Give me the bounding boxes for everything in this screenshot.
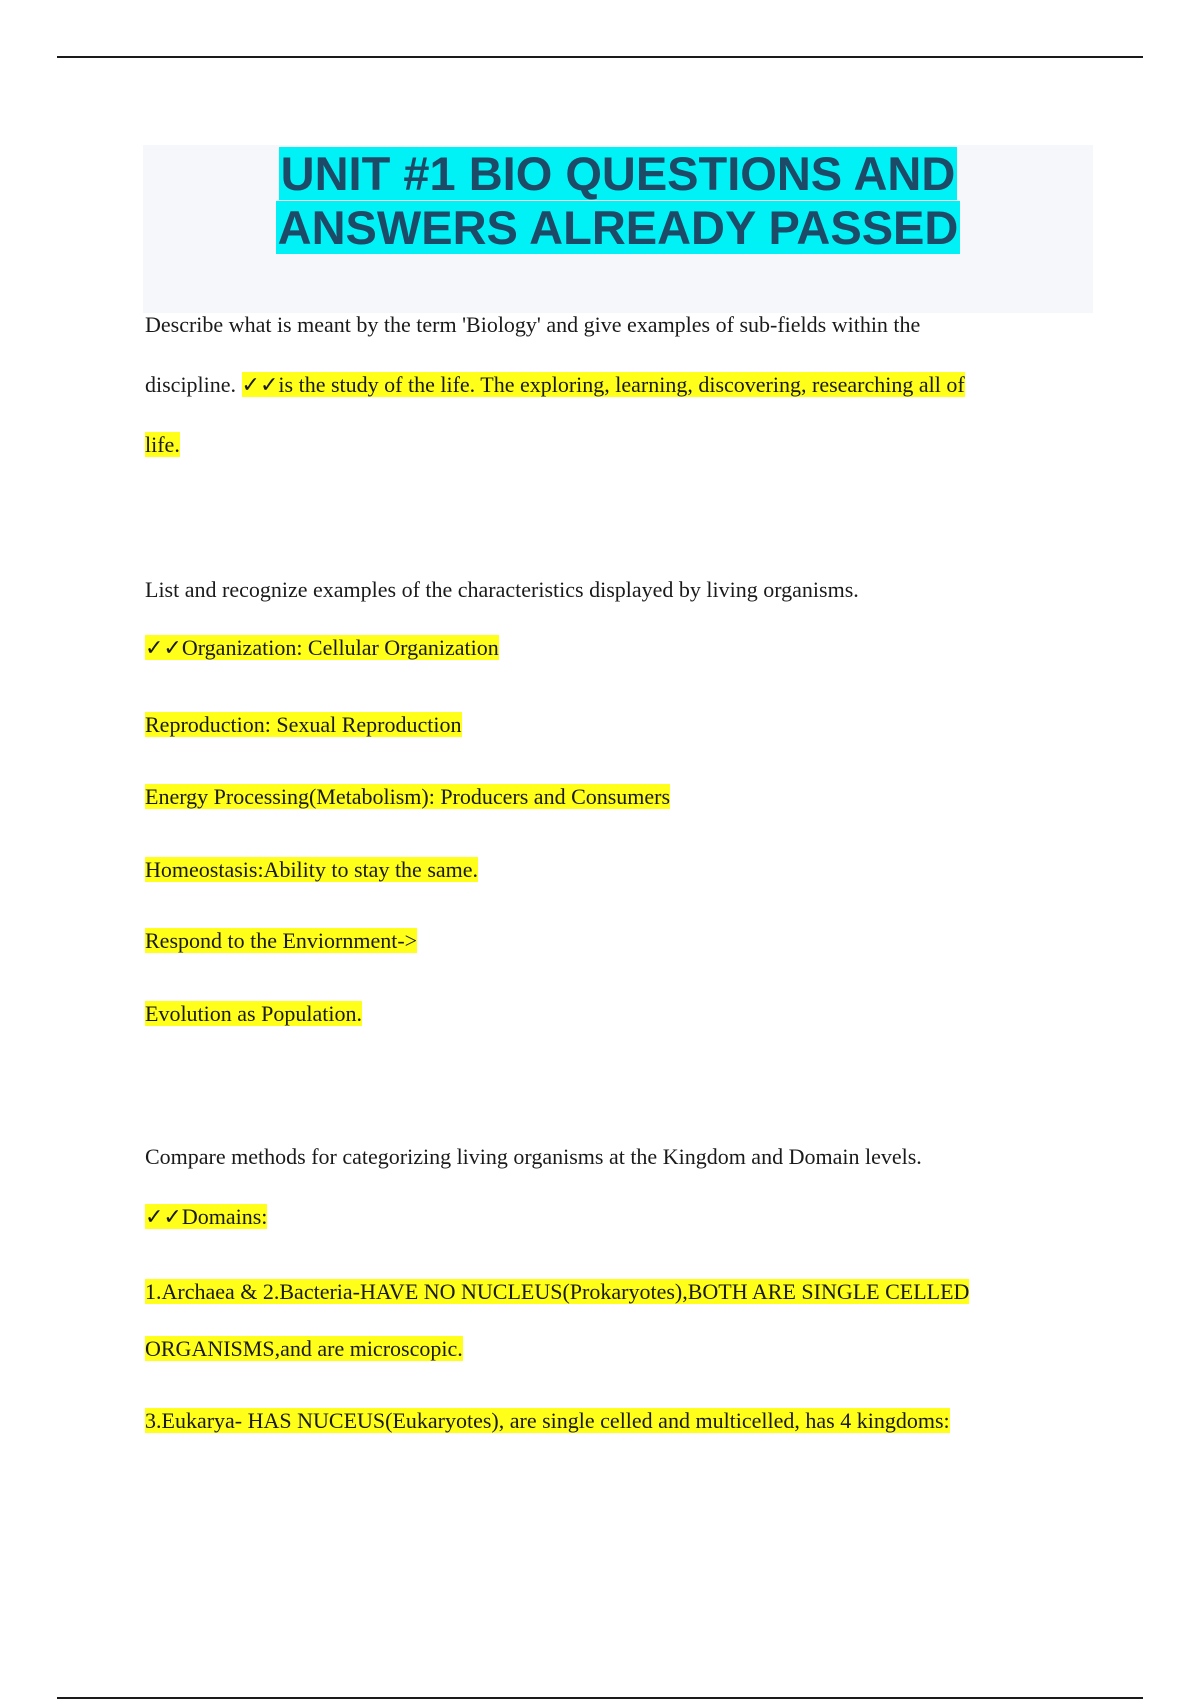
- q3-answer-row-2: [145, 1278, 969, 1306]
- q3-answer-row-4: [145, 1407, 950, 1435]
- q2-answer-5: Respond to the Enviornment->: [145, 928, 418, 953]
- q3-answer-row-1: [145, 1203, 267, 1231]
- q3-answer-4: 3.Eukarya- HAS NUCEUS(Eukaryotes), are single celled and multicelled, has 4 kingdoms:: [145, 1408, 950, 1433]
- q1-question-line-2-text: discipline.: [145, 372, 242, 397]
- q1-question-line-1: Describe what is meant by the term 'Biology' and give examples of sub-fields within the: [145, 312, 921, 337]
- q1-answer-line-1: ✓✓is the study of the life. The exploring, learning, discovering, researching all of: [241, 372, 965, 397]
- top-rule: [57, 56, 1143, 58]
- q3-answer-row-3: [145, 1335, 463, 1363]
- q2-answer-1: ✓✓Organization: Cellular Organization: [145, 635, 499, 660]
- title-line-2: ANSWERS ALREADY PASSED: [277, 201, 959, 254]
- q2-answer-4: Homeostasis:Ability to stay the same.: [145, 857, 479, 882]
- q3-question: Compare methods for categorizing living organisms at the Kingdom and Domain levels.: [145, 1144, 922, 1169]
- q2-answer-row-2: [145, 711, 462, 739]
- q3-answer-3: ORGANISMS,and are microscopic.: [145, 1336, 463, 1361]
- q2-answer-row-5: [145, 927, 417, 955]
- bottom-rule: [57, 1697, 1143, 1699]
- q3-answer-1: ✓✓Domains:: [145, 1204, 268, 1229]
- q2-answer-row-6: [145, 1000, 362, 1028]
- q2-answer-6: Evolution as Population.: [145, 1001, 362, 1026]
- q2-answer-row-4: [145, 856, 478, 884]
- q2-answer-2: Reproduction: Sexual Reproduction: [145, 712, 462, 737]
- q2-answer-row-1: [145, 634, 499, 662]
- q1-answer-line-2-row: [145, 431, 180, 459]
- q1-question-line-2: [145, 371, 965, 399]
- q1-answer-line-2: life.: [145, 432, 180, 457]
- q2-answer-row-3: [145, 783, 670, 811]
- title-banner: [143, 145, 1093, 313]
- q2-question: List and recognize examples of the characteristics displayed by living organisms.: [145, 577, 859, 602]
- q2-answer-3: Energy Processing(Metabolism): Producers and Consumers: [145, 784, 671, 809]
- title-line-1: UNIT #1 BIO QUESTIONS AND: [280, 147, 956, 200]
- q3-answer-2: 1.Archaea & 2.Bacteria-HAVE NO NUCLEUS(Prokaryotes),BOTH ARE SINGLE CELLED: [145, 1279, 970, 1304]
- page-title: [276, 147, 961, 255]
